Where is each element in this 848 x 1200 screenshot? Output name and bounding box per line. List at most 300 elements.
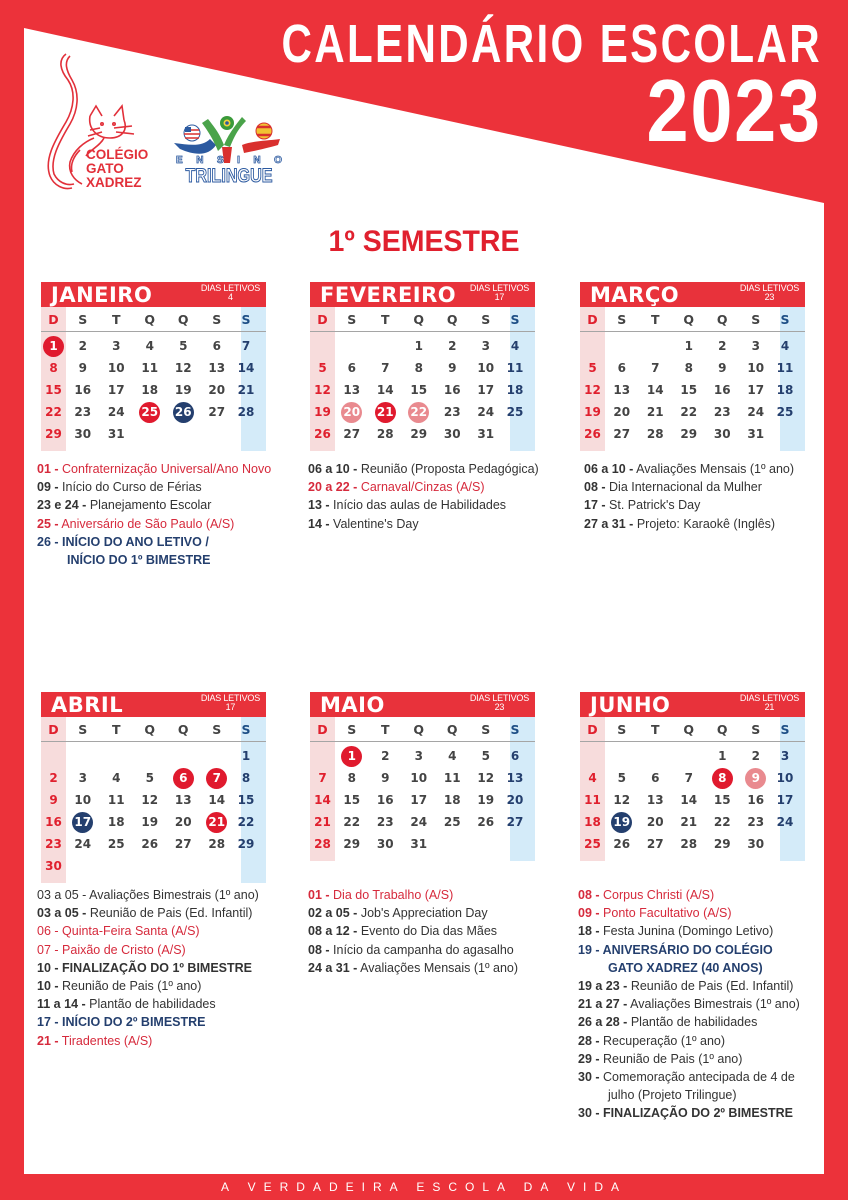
month-name: JUNHO: [590, 693, 671, 717]
month-grid: [310, 307, 535, 445]
weekday-label: D: [317, 721, 328, 737]
day-cell: 29: [713, 837, 731, 851]
week-row: [310, 401, 535, 423]
day-cell: 11: [506, 361, 524, 375]
day-cell: 1: [718, 749, 727, 763]
event-text: Aniversário de São Paulo (A/S): [61, 516, 235, 531]
event-text: Reunião (Proposta Pedagógica): [360, 462, 539, 476]
event-text-cont: GATO XADREZ (40 ANOS): [608, 960, 763, 975]
event-text: Valentine's Day: [333, 516, 419, 531]
day-cell: 10: [776, 771, 794, 785]
week-row: [41, 379, 266, 401]
weekday-label: Q: [716, 721, 728, 737]
day-cell: 6: [651, 771, 660, 785]
event-item: [584, 478, 794, 496]
event-item: [578, 1104, 800, 1122]
dias-letivos-count: 17: [225, 702, 236, 712]
day-cell: 21: [646, 405, 664, 419]
day-cell: [133, 402, 167, 423]
month-grid: [580, 307, 805, 445]
day-cell: 14: [208, 793, 226, 807]
day-cell: 31: [477, 427, 495, 441]
month-name: JANEIRO: [51, 283, 153, 307]
day-cell: [335, 402, 369, 423]
day-cell: 3: [481, 339, 490, 353]
week-row: [310, 789, 535, 811]
event-date: 08 -: [578, 888, 600, 902]
event-item: [308, 959, 518, 977]
day-cell: 16: [747, 793, 765, 807]
weekday-label: S: [481, 311, 491, 327]
day-cell: 24: [477, 405, 495, 419]
day-cell: 27: [506, 815, 524, 829]
day-cell: 23: [747, 815, 765, 829]
event-text: Ponto Facultativo (A/S): [603, 906, 732, 921]
day-cell: [167, 402, 201, 423]
day-cell: 2: [78, 339, 87, 353]
month-header: [41, 282, 266, 307]
weekday-label: S: [347, 721, 357, 737]
day-cell: 12: [477, 771, 495, 785]
week-row: [580, 745, 805, 767]
day-cell: 11: [776, 361, 794, 375]
day-cell: 29: [680, 427, 698, 441]
month-grid: [310, 717, 535, 855]
day-cell: 7: [318, 771, 327, 785]
day-cell: 5: [617, 771, 626, 785]
event-date: 30 -: [578, 1106, 600, 1121]
logo-letter: N: [253, 155, 261, 166]
day-cell: 5: [145, 771, 154, 785]
weekday-label: S: [510, 721, 520, 737]
dias-letivos: [201, 284, 260, 302]
weekday-label: Q: [413, 311, 425, 327]
day-cell: 2: [49, 771, 58, 785]
week-row: [580, 811, 805, 833]
event-text: Avaliações Bimestrais (1º ano): [89, 888, 259, 902]
event-date: 17 -: [37, 1015, 59, 1030]
day-cell: 4: [112, 771, 121, 785]
event-item: [37, 496, 271, 514]
day-cell: 7: [684, 771, 693, 785]
day-cell: 16: [376, 793, 394, 807]
day-cell: 30: [747, 837, 765, 851]
school-logo-text: [86, 148, 148, 190]
day-cell: 9: [49, 793, 58, 807]
day-cell: 20: [646, 815, 664, 829]
day-cell: 18: [141, 383, 159, 397]
weekday-label: Q: [683, 311, 695, 327]
day-cell: [605, 812, 639, 833]
weekday-label: Q: [177, 311, 189, 327]
week-row: [310, 379, 535, 401]
dias-letivos-count: 23: [764, 292, 775, 302]
event-date: 01 -: [37, 462, 59, 476]
event-item: [308, 460, 539, 478]
day-cell: [167, 768, 201, 789]
day-cell: 8: [241, 771, 251, 785]
event-date: 06 -: [37, 924, 59, 939]
event-text-cont: julho (Projeto Trilingue): [608, 1088, 737, 1103]
logo-trilingue: TRILINGUE: [185, 166, 273, 187]
day-cell: 28: [314, 837, 331, 851]
day-cell: 13: [506, 771, 524, 785]
day-cell: 18: [107, 815, 125, 829]
day-cell: 23: [74, 405, 92, 419]
day-cell: 12: [584, 383, 601, 397]
event-text: INÍCIO DO ANO LETIVO /: [62, 534, 209, 549]
day-cell: 6: [617, 361, 626, 375]
day-cell: 28: [376, 427, 394, 441]
day-cell: 10: [74, 793, 92, 807]
day-cell: 25: [107, 837, 125, 851]
week-row: [41, 855, 266, 877]
day-cell: 15: [237, 793, 255, 807]
day-cell: 29: [237, 837, 255, 851]
day-cell: 29: [343, 837, 361, 851]
month-header: [310, 282, 535, 307]
day-cell: 17: [776, 793, 794, 807]
week-row: [580, 789, 805, 811]
day-cell: 22: [680, 405, 698, 419]
month-name: ABRIL: [51, 693, 124, 717]
day-cell: 19: [314, 405, 331, 419]
day-cell: 26: [477, 815, 495, 829]
highlighted-day-red: 25: [139, 402, 160, 423]
day-cell: 20: [613, 405, 631, 419]
event-item: [37, 515, 271, 533]
week-row: [41, 833, 266, 855]
event-item: [578, 904, 800, 922]
day-cell: 23: [713, 405, 731, 419]
event-item: [37, 904, 259, 922]
day-cell: 18: [584, 815, 601, 829]
month-header: [580, 282, 805, 307]
week-row: [580, 379, 805, 401]
event-text: Avaliações Mensais (1º ano): [360, 960, 519, 975]
event-item: [578, 1050, 800, 1068]
day-cell: 7: [241, 339, 251, 353]
day-cell: 3: [414, 749, 423, 763]
event-item: [308, 941, 518, 959]
day-cell: 8: [414, 361, 423, 375]
weekday-header-row: [580, 307, 805, 332]
weekday-label: S: [347, 311, 357, 327]
day-cell: 19: [477, 793, 495, 807]
day-cell: 12: [613, 793, 631, 807]
day-cell: 4: [510, 339, 520, 353]
events-list-abril: [37, 886, 259, 1050]
day-cell: 12: [141, 793, 159, 807]
event-text: Evento do Dia das Mães: [360, 924, 498, 939]
day-cell: 1: [414, 339, 423, 353]
day-cell: 26: [613, 837, 631, 851]
day-cell: 5: [481, 749, 490, 763]
week-row: [41, 423, 266, 445]
day-cell: 11: [141, 361, 159, 375]
week-row: [310, 833, 535, 855]
week-row: [41, 811, 266, 833]
day-cell: [706, 768, 740, 789]
day-cell: 30: [443, 427, 461, 441]
day-cell: 16: [74, 383, 92, 397]
event-item: [308, 496, 539, 514]
highlighted-day-red: 8: [712, 768, 733, 789]
day-cell: 23: [376, 815, 394, 829]
event-text: Projeto: Karaokê (Inglês): [636, 516, 776, 531]
day-cell: [369, 402, 403, 423]
weekday-label: S: [212, 721, 222, 737]
day-cell: 30: [45, 859, 62, 873]
weekday-label: D: [317, 311, 328, 327]
weekday-label: Q: [683, 721, 695, 737]
event-item: [578, 886, 800, 904]
day-cell: 18: [776, 383, 794, 397]
month-calendar-março: [580, 282, 805, 445]
day-cell: 30: [713, 427, 731, 441]
event-item: [584, 496, 794, 514]
day-cell: 6: [347, 361, 356, 375]
day-cell: 17: [747, 383, 765, 397]
event-date: 30 -: [578, 1070, 600, 1085]
event-date: 03 a 05 -: [37, 906, 87, 921]
day-cell: 11: [443, 771, 461, 785]
event-text: Comemoração antecipada de 4 de: [603, 1070, 795, 1085]
event-date: 21 a 27 -: [578, 997, 628, 1012]
event-date: 07 -: [37, 942, 59, 957]
day-cell: 10: [477, 361, 495, 375]
event-date: 25 -: [37, 516, 59, 531]
highlighted-day-pink: 9: [745, 768, 766, 789]
month-calendar-fevereiro: [310, 282, 535, 445]
day-cell: 24: [776, 815, 794, 829]
day-cell: 14: [376, 383, 394, 397]
day-cell: 3: [751, 339, 760, 353]
page-year: 2023: [646, 61, 822, 160]
event-item: [578, 922, 800, 940]
day-cell: 25: [506, 405, 524, 419]
weekday-header-row: [41, 307, 266, 332]
month-calendar-janeiro: [41, 282, 266, 445]
event-text: Avaliações Bimestrais (1º ano): [630, 997, 800, 1012]
event-item: [584, 515, 794, 533]
event-text: ANIVERSÁRIO DO COLÉGIO: [602, 942, 773, 957]
day-cell: [200, 812, 234, 833]
event-date: 29 -: [578, 1051, 600, 1066]
event-date: 20 a 22 -: [308, 480, 358, 495]
weekday-label: S: [751, 721, 761, 737]
dias-letivos-label: DIAS LETIVOS: [200, 693, 260, 703]
day-cell: 30: [376, 837, 394, 851]
day-cell: 16: [443, 383, 461, 397]
events-list-junho: [578, 886, 800, 1123]
day-cell: 20: [506, 793, 524, 807]
event-date: 11 a 14 -: [37, 997, 86, 1012]
day-cell: 2: [448, 339, 457, 353]
event-item: [37, 533, 271, 569]
weekday-label: S: [78, 721, 88, 737]
event-item: [37, 478, 271, 496]
day-cell: 10: [107, 361, 125, 375]
day-cell: 2: [751, 749, 760, 763]
day-cell: 2: [718, 339, 727, 353]
day-cell: 26: [314, 427, 331, 441]
event-date: 06 a 10 -: [308, 462, 358, 476]
day-cell: 25: [584, 837, 601, 851]
weekday-label: Q: [144, 311, 156, 327]
events-list-março: [584, 460, 794, 533]
day-cell: 16: [713, 383, 731, 397]
event-date: 09 -: [37, 480, 59, 495]
weekday-label: T: [380, 311, 390, 327]
event-text: Reunião de Pais (1º ano): [603, 1051, 743, 1066]
event-text: Carnaval/Cinzas (A/S): [360, 480, 485, 495]
event-item: [37, 922, 259, 940]
weekday-label: Q: [446, 311, 458, 327]
month-calendar-junho: [580, 692, 805, 855]
day-cell: 24: [747, 405, 765, 419]
day-cell: 14: [680, 793, 698, 807]
weekday-label: S: [510, 311, 520, 327]
month-header: [580, 692, 805, 717]
highlighted-day-red: 1: [43, 336, 64, 357]
event-item: [37, 1013, 259, 1031]
logo-letter: O: [274, 155, 282, 166]
dias-letivos: [201, 694, 260, 712]
day-cell: 15: [343, 793, 361, 807]
event-date: 19 -: [578, 942, 600, 957]
event-item: [37, 460, 271, 478]
logo-letter: N: [196, 155, 204, 166]
highlighted-day-red: 6: [173, 768, 194, 789]
event-date: 23 e 24 -: [37, 498, 87, 513]
highlighted-day-red: 1: [341, 746, 362, 767]
weekday-header-row: [41, 717, 266, 742]
day-cell: 5: [588, 361, 597, 375]
semester-title: 1º SEMESTRE: [328, 225, 520, 258]
event-item: [308, 478, 539, 496]
day-cell: 11: [107, 793, 125, 807]
weekday-label: D: [587, 311, 598, 327]
event-item: [578, 941, 800, 977]
week-row: [310, 767, 535, 789]
week-row: [41, 745, 266, 767]
day-cell: 2: [381, 749, 390, 763]
event-text: Avaliações Mensais (1º ano): [636, 462, 795, 476]
highlighted-day-navy: 26: [173, 402, 194, 423]
event-text: FINALIZAÇÃO DO 2º BIMESTRE: [603, 1106, 794, 1121]
event-text: Reunião de Pais (1º ano): [62, 979, 202, 994]
logo-line-2: GATO: [86, 161, 124, 176]
weekday-label: S: [617, 311, 627, 327]
day-cell: 16: [45, 815, 62, 829]
day-cell: 7: [651, 361, 660, 375]
event-date: 10 -: [37, 960, 59, 975]
day-cell: 15: [410, 383, 428, 397]
day-cell: 1: [684, 339, 693, 353]
highlighted-day-navy: 17: [72, 812, 93, 833]
week-row: [580, 767, 805, 789]
event-date: 28 -: [578, 1033, 600, 1048]
day-cell: 31: [747, 427, 765, 441]
day-cell: 21: [314, 815, 331, 829]
event-date: 01 -: [308, 888, 330, 902]
event-date: 14 -: [308, 516, 330, 531]
event-date: 26 -: [37, 534, 59, 549]
week-row: [41, 335, 266, 357]
week-row: [41, 767, 266, 789]
weekday-header-row: [310, 307, 535, 332]
event-item: [37, 959, 259, 977]
events-list-janeiro: [37, 460, 271, 569]
event-item: [37, 977, 259, 995]
weekday-label: S: [780, 721, 790, 737]
day-cell: [41, 336, 66, 357]
day-cell: 19: [174, 383, 192, 397]
dias-letivos-count: 4: [228, 292, 233, 302]
day-cell: 6: [510, 749, 520, 763]
day-cell: 13: [174, 793, 192, 807]
day-cell: 9: [448, 361, 457, 375]
event-date: 13 -: [308, 498, 330, 513]
day-cell: 9: [718, 361, 727, 375]
day-cell: 27: [208, 405, 226, 419]
weekday-label: D: [48, 721, 59, 737]
logo-letter: I: [237, 155, 240, 166]
weekday-label: T: [650, 311, 660, 327]
day-cell: 8: [347, 771, 356, 785]
event-date: 03 a 05 -: [37, 888, 87, 902]
day-cell: 28: [646, 427, 664, 441]
day-cell: [66, 812, 100, 833]
event-text: Confraternização Universal/Ano Novo: [62, 462, 272, 476]
week-row: [41, 789, 266, 811]
day-cell: 19: [584, 405, 601, 419]
event-date: 26 a 28 -: [578, 1015, 628, 1030]
event-text: Início da campanha do agasalho: [333, 942, 514, 957]
logo-line-3: XADREZ: [86, 175, 142, 190]
day-cell: 19: [141, 815, 159, 829]
day-cell: 23: [45, 837, 62, 851]
weekday-header-row: [310, 717, 535, 742]
day-cell: 28: [237, 405, 255, 419]
day-cell: 21: [237, 383, 255, 397]
event-item: [578, 977, 800, 995]
day-cell: 26: [141, 837, 159, 851]
day-cell: 22: [343, 815, 361, 829]
highlighted-day-red: 21: [206, 812, 227, 833]
event-date: 21 -: [37, 1033, 59, 1048]
dias-letivos: [470, 284, 529, 302]
event-text: Paixão de Cristo (A/S): [62, 942, 186, 957]
week-row: [310, 335, 535, 357]
event-date: 27 a 31 -: [584, 516, 634, 531]
month-grid: [41, 307, 266, 445]
weekday-label: S: [78, 311, 88, 327]
event-item: [308, 886, 518, 904]
month-name: MAIO: [320, 693, 385, 717]
day-cell: 27: [646, 837, 664, 851]
event-text: Job's Appreciation Day: [360, 906, 488, 921]
day-cell: 10: [410, 771, 428, 785]
week-row: [580, 335, 805, 357]
week-row: [41, 401, 266, 423]
day-cell: 29: [410, 427, 428, 441]
day-cell: 28: [680, 837, 698, 851]
event-item: [584, 460, 794, 478]
weekday-label: T: [380, 721, 390, 737]
event-item: [37, 886, 259, 904]
